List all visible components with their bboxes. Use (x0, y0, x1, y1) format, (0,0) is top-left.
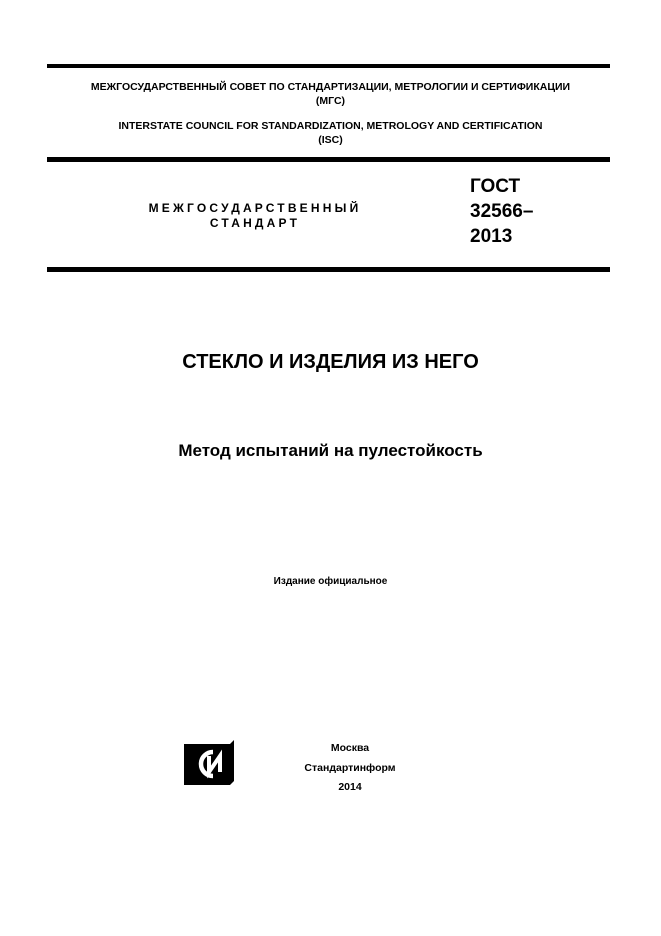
council-abbr-en: (ISC) (318, 134, 343, 146)
standartinform-logo-icon (183, 740, 235, 786)
standard-type-line2: СТАНДАРТ (209, 216, 301, 230)
header-rule (47, 157, 610, 162)
gost-year: 2013 (470, 226, 513, 247)
council-name-en: INTERSTATE COUNCIL FOR STANDARDIZATION, METROLOGY AND CERTIFICATION (118, 120, 543, 132)
edition-note: Издание официальное (273, 576, 388, 587)
gost-number: 32566– (470, 201, 534, 222)
publisher-year: 2014 (338, 781, 362, 793)
designation-rule (47, 267, 610, 272)
document-subtitle: Метод испытаний на пулестойкость (178, 441, 483, 460)
top-rule (47, 64, 610, 68)
document-title: СТЕКЛО И ИЗДЕЛИЯ ИЗ НЕГО (182, 351, 479, 373)
publisher-city: Москва (330, 742, 370, 754)
gost-label: ГОСТ (470, 176, 521, 197)
council-abbr-ru: (МГС) (315, 95, 346, 107)
gost-designation (470, 174, 533, 249)
council-name-ru: МЕЖГОСУДАРСТВЕННЫЙ СОВЕТ ПО СТАНДАРТИЗАЦИИ, МЕТРОЛОГИИ И СЕРТИФИКАЦИИ (90, 81, 571, 93)
standard-type-line1: МЕЖГОСУДАРСТВЕННЫЙ (148, 201, 362, 215)
publisher-name: Стандартинформ (304, 762, 396, 774)
